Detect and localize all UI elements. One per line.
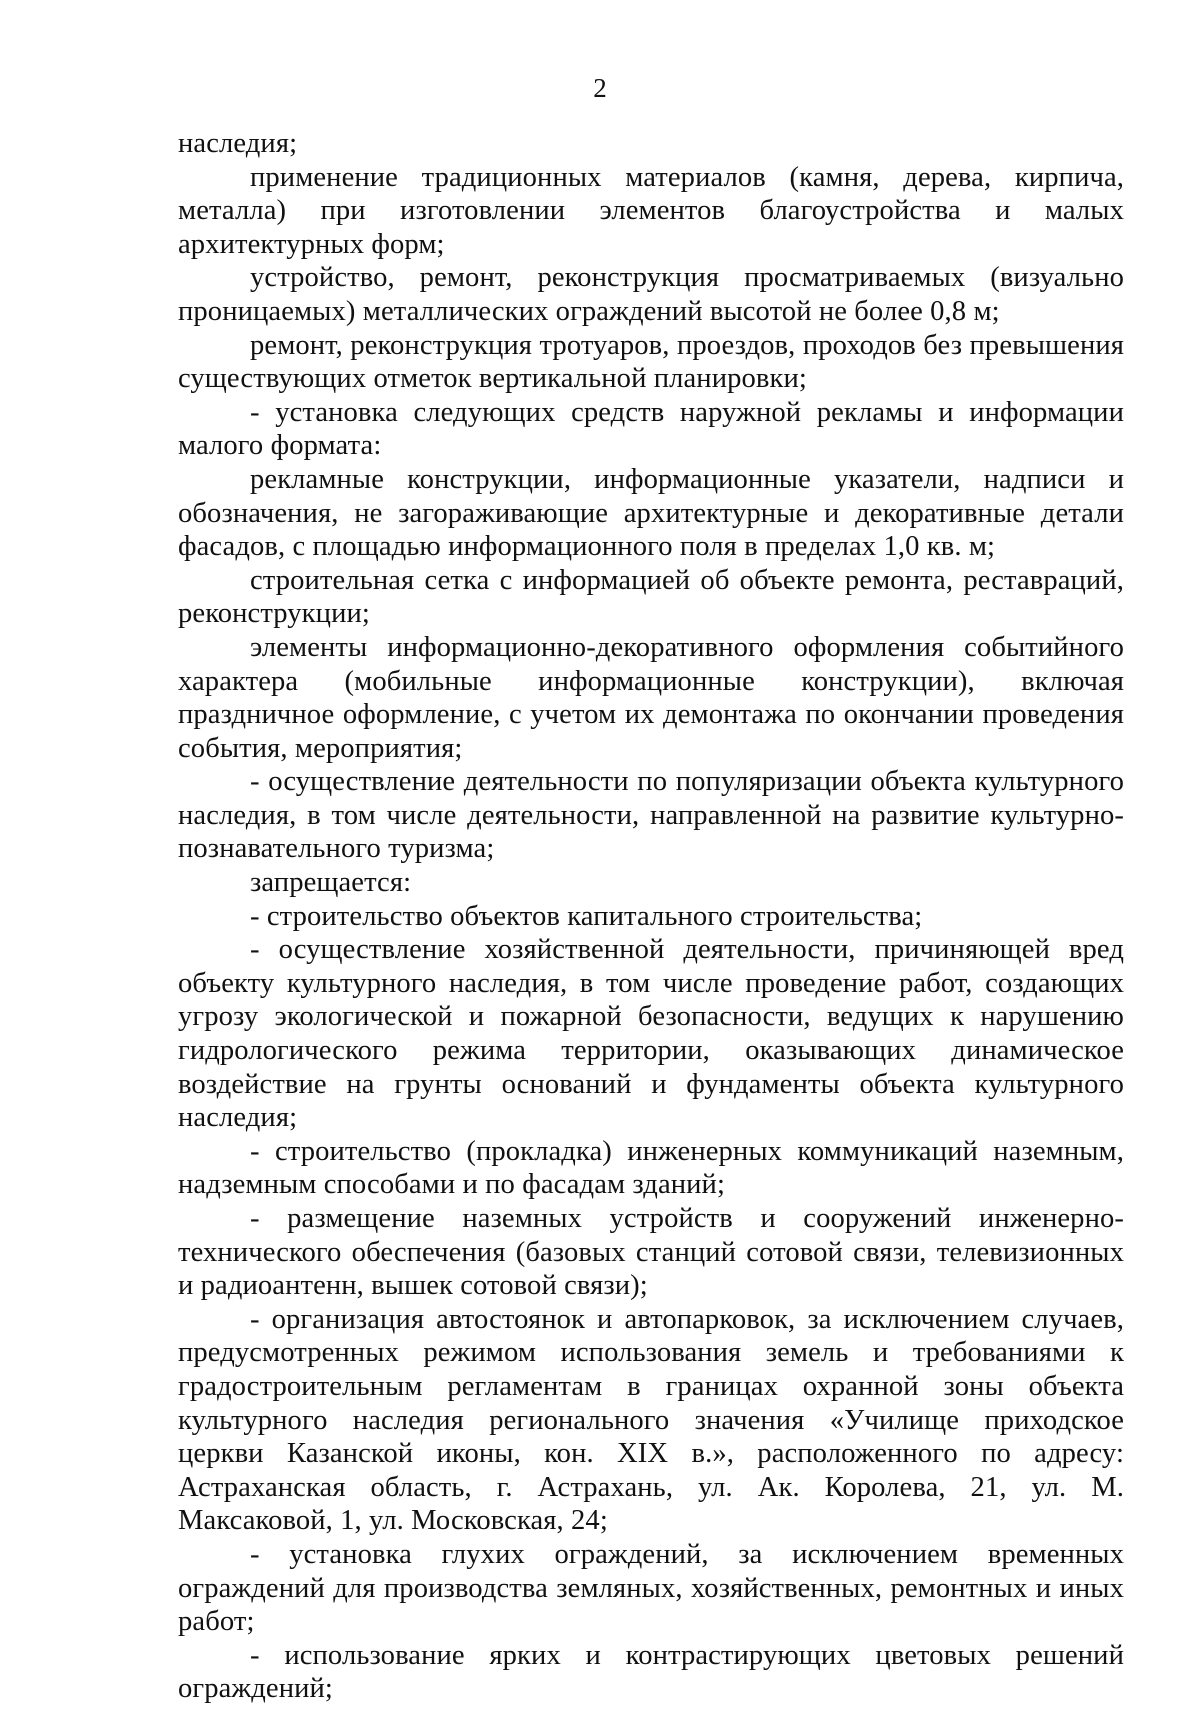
document-body bbox=[178, 127, 1124, 1706]
paragraph: - установка следующих средств наружной рекламы и информации малого формата: bbox=[178, 396, 1124, 462]
paragraph: строительная сетка с информацией об объекте ремонта, реставраций, реконструкции; bbox=[178, 564, 1124, 630]
paragraph: - использование ярких и контрастирующих цветовых решений ограждений; bbox=[178, 1639, 1124, 1705]
page-number: 2 bbox=[593, 73, 607, 103]
paragraph: - осуществление хозяйственной деятельности, причиняющей вред объекту культурного наследия, в том числе проведение работ, создающих угрозу экологической и пожарной безопасности, ведущих к нарушению гидрологического режима территории, оказывающих динамическое воздействие на грунты оснований и фундаменты объекта культурного наследия; bbox=[178, 934, 1124, 1134]
paragraph: - размещение наземных устройств и сооружений инженерно-технического обеспечения (базовых станций сотовой связи, телевизионных и радиоантенн, вышек сотовой связи); bbox=[178, 1203, 1124, 1302]
paragraph: запрещается: bbox=[250, 867, 412, 899]
paragraph: - осуществление деятельности по популяризации объекта культурного наследия, в том числе деятельности, направленной на развитие культурно-познавательного туризма; bbox=[178, 766, 1124, 865]
paragraph: - установка глухих ограждений, за исключением временных ограждений для производства земляных, хозяйственных, ремонтных и иных работ; bbox=[178, 1538, 1124, 1638]
paragraph: наследия; bbox=[178, 128, 298, 159]
paragraph: элементы информационно-декоративного оформления событийного характера (мобильные информационные конструкции), включая праздничное оформление, с учетом их демонтажа по окончании проведения события, мероприятия; bbox=[178, 631, 1124, 764]
paragraph: ремонт, реконструкция тротуаров, проездов, проходов без превышения существующих отметок вертикальной планировки; bbox=[178, 329, 1124, 395]
paragraph: применение традиционных материалов (камня, дерева, кирпича, металла) при изготовлении элементов благоустройства и малых архитектурных форм; bbox=[178, 161, 1124, 260]
paragraph: - организация автостоянок и автопарковок, за исключением случаев, предусмотренных режимом использования земель и требованиями к градостроительным регламентам в границах охранной зоны объекта культурного наследия регионального значения «Училище приходское церкви Казанской иконы, кон. XIX в.», расположенного по адресу: Астраханская область, г. Астрахань, ул. Ак. Королева, 21, ул. М. Максаковой, 1, ул. Московская, 24; bbox=[178, 1303, 1124, 1537]
paragraph: устройство, ремонт, реконструкция просматриваемых (визуально проницаемых) металлических ограждений высотой не более 0,8 м; bbox=[178, 262, 1124, 327]
paragraph: рекламные конструкции, информационные указатели, надписи и обозначения, не загораживающие архитектурные и декоративные детали фасадов, с площадью информационного поля в пределах 1,0 кв. м; bbox=[178, 463, 1124, 563]
paragraph: - строительство объектов капитального строительства; bbox=[250, 900, 923, 932]
paragraph: - строительство (прокладка) инженерных коммуникаций наземным, надземным способами и по фасадам зданий; bbox=[178, 1135, 1124, 1201]
